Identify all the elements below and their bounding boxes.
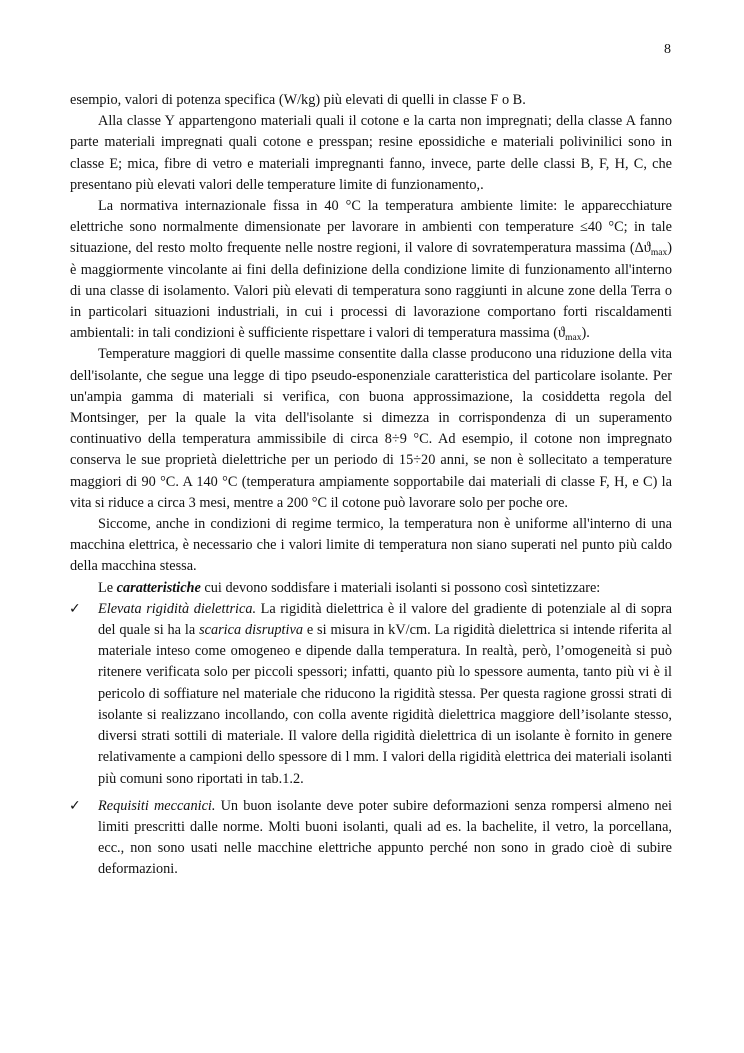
text-segment: Le bbox=[98, 579, 117, 596]
checkmark-icon: ✓ bbox=[69, 797, 81, 814]
text-segment: ) è maggiormente vincolante ai fini della definizione della condizione limite di funzionamento all'interno di una classe di isolamento. Valori più elevati di temperatura sono raggiunti in alcune zone della Terra o in particolari situazioni industriali, in cui i processi di lavorazione comportano forti riscaldamenti ambientali: in tali condizioni è sufficiente rispettare i valori di temperatura massima (ϑ bbox=[70, 240, 672, 342]
text-segment: ). bbox=[581, 325, 590, 342]
paragraph-continuation: esempio, valori di potenza specifica (W/kg) più elevati di quelli in classe F o B. bbox=[70, 92, 526, 108]
list-item-dielectric-strength bbox=[70, 599, 672, 790]
paragraph-characteristics-intro bbox=[70, 578, 672, 599]
italic-term: scarica disruptiva bbox=[199, 622, 303, 639]
text-segment: e si misura in kV/cm. La rigidità dielettrica si intende riferita al materiale inteso come omogeneo e dipende dalla temperatura. In realtà, però, l’omogeneità si può ritenere verificata solo per piccoli spessori; infatti, quanto più lo spessore aumenta, tanto più vi è il pericolo di soffiature nel materiale che riducono la rigidità stessa. Per questa ragione grossi strati di isolante si realizzano incollando, con colla avente rigidità dielettrica maggiore dell’isolante stesso, diversi strati sottili di materiale. Il valore della rigidità dielettrica di un isolante è fornito in genere relativamente a campioni dello spessore di l mm. I valori della rigidità elettrica dei materiali isolanti più comuni sono riportati in tab.1.2. bbox=[98, 622, 673, 787]
paragraph-insulation-classes: Alla classe Y appartengono materiali quali il cotone e la carta non impregnati; della classe A fanno parte materiali impregnati quali cotone e presspan; resine epossidiche e materiali polivinilici sono in classe E; mica, fibre di vetro e materiali impregnanti fanno, invece, parte delle classi B, F, H, C, che presentano più elevati valori delle temperature limite di funzionamento,. bbox=[70, 113, 672, 193]
list-item-title: Elevata rigidità dielettrica. bbox=[98, 600, 257, 617]
page-number: 8 bbox=[664, 42, 671, 57]
subscript-max: max bbox=[565, 333, 582, 344]
list-item-mechanical-requirements bbox=[70, 796, 672, 881]
keyword-caratteristiche: caratteristiche bbox=[116, 579, 201, 596]
body-text bbox=[70, 90, 672, 881]
text-segment: cui devono soddisfare i materiali isolanti si possono così sintetizzare: bbox=[200, 579, 601, 596]
paragraph-ambient-temperature bbox=[70, 196, 672, 344]
text-segment: La rigidità dielettrica è il valore del gradiente di potenziale al di sopra del quale si ha la bbox=[98, 600, 672, 639]
subscript-max: max bbox=[650, 248, 668, 259]
text-segment: La normativa internazionale fissa in 40 °C la temperatura ambiente limite: le apparecchiature elettriche sono normalmente dimensionate per lavorare in ambienti con temperature ≤40 °C; in tale situazione, del resto molto frequente nelle nostre regioni, il valore di sovratemperatura massima (Δϑ bbox=[70, 198, 672, 257]
paragraph-hot-spot: Siccome, anche in condizioni di regime termico, la temperatura non è uniforme all'interno di una macchina elettrica, è necessario che i valori limite di temperatura non siano superati nel punto più caldo della macchina stessa. bbox=[70, 516, 672, 575]
paragraph-montsinger-rule: Temperature maggiori di quelle massime consentite dalla classe producono una riduzione della vita dell'isolante, che segue una legge di tipo pseudo-esponenziale caratteristica del particolare isolante. Per un'ampia gamma di materiali si verifica, con buona approssimazione, la cosiddetta regola del Montsinger, per la quale la vita dell'isolante si dimezza in corrispondenza di un superamento continuativo della temperatura ammissibile di circa 8÷9 °C. Ad esempio, il cotone non impregnato conserva le sue proprietà dielettriche per un periodo di 15÷20 anni, se non è sollecitato a temperature maggiori di 90 °C. A 140 °C (temperatura ampiamente sopportabile dai materiali di classe F, H, e C) la vita si riduce a circa 3 mesi, mentre a 200 °C il cotone può lavorare solo per poche ore. bbox=[70, 346, 672, 511]
list-item-title: Requisiti meccanici. bbox=[98, 797, 216, 814]
text-segment: Un buon isolante deve poter subire deformazioni senza rompersi almeno nei limiti prescritti dalle norme. Molti buoni isolanti, quali ad es. la bachelite, il vetro, la porcellana, ecc., non sono usati nelle macchine elettriche appunto perché non sono in grado cioè di subire deformazioni. bbox=[98, 797, 672, 878]
checkmark-icon: ✓ bbox=[69, 600, 81, 617]
